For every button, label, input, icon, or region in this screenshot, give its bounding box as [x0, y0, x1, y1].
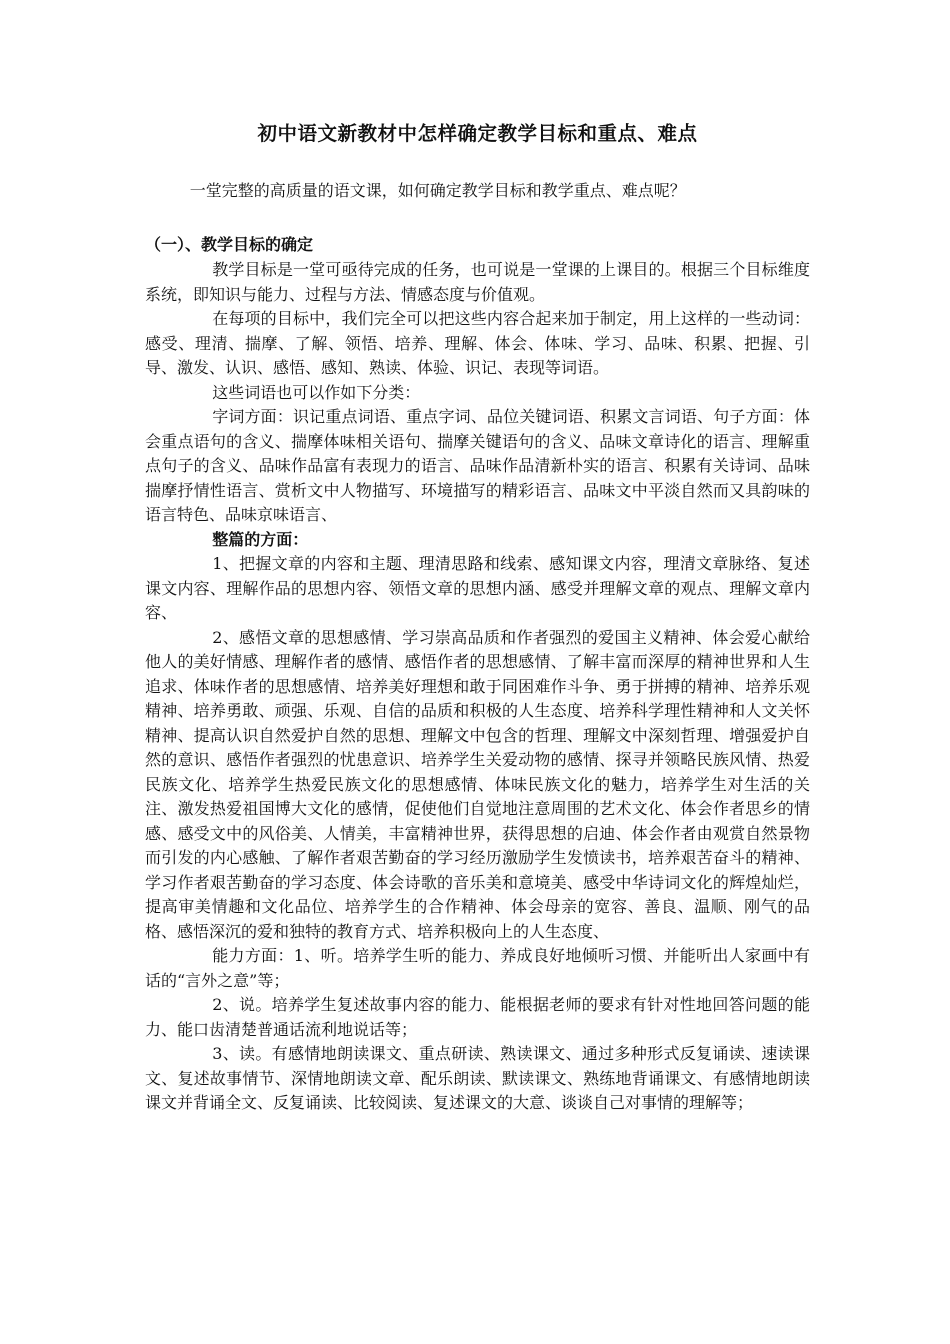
paragraph-goals: 教学目标是一堂可亟待完成的任务，也可说是一堂课的上课目的。根据三个目标维度系统，即知识与能力、过程与方法、情感态度与价值观。 [145, 260, 810, 304]
paragraph-ability-read: 3、读。有感情地朗读课文、重点研读、熟读课文、通过多种形式反复诵读、速读课文、复述故事情节、深情地朗读文章、配乐朗读、默读课文、熟练地背诵课文、有感情地朗读课文并背诵全文、反复诵读、比较阅读、复述课文的大意、谈谈自己对事情的理解等； [145, 1044, 810, 1112]
section-heading: （一）、教学目标的确定 [145, 235, 314, 254]
document-title: 初中语文新教材中怎样确定教学目标和重点、难点 [257, 122, 698, 145]
paragraph-ability-speak: 2、说。培养学生复述故事内容的能力、能根据老师的要求有针对性地回答问题的能力、能口齿清楚普通话流利地说话等； [145, 995, 810, 1039]
paragraph-words-sentences: 字词方面：识记重点词语、重点字词、品位关键词语、积累文言词语、句子方面：体会重点语句的含义、揣摩体味相关语句、揣摩关键语句的含义、品味文章诗化的语言、理解重点句子的含义、品味作品富有表现力的语言、品味作品清新朴实的语言、积累有关诗词、品味揣摩抒情性语言、赏析文中人物描写、环境描写的精彩语言、品味文中平淡自然而又具韵味的语言特色、品味京味语言、 [145, 407, 810, 524]
paragraph-verbs: 在每项的目标中，我们完全可以把这些内容合起来加于制定，用上这样的一些动词：感受、理清、揣摩、了解、领悟、培养、理解、体会、体味、学习、品味、积累、把握、引导、激发、认识、感悟、感知、熟读、体验、识记、表现等词语。 [145, 309, 810, 377]
paragraph-ability-listen: 能力方面：1、听。培养学生听的能力、养成良好地倾听习惯、并能听出人家画中有话的“言外之意”等； [145, 946, 810, 990]
document-page [145, 118, 810, 1116]
paragraph-item-2: 2、感悟文章的思想感情、学习崇高品质和作者强烈的爱国主义精神、体会爱心献给他人的美好情感、理解作者的感情、感悟作者的思想感情、了解丰富而深厚的精神世界和人生追求、体味作者的思想感情、培养美好理想和敢于同困难作斗争、勇于拼搏的精神、培养乐观精神、培养勇敢、顽强、乐观、自信的品质和积极的人生态度、培养科学理性精神和人文关怀精神、提高认识自然爱护自然的思想、理解文中包含的哲理、理解文中深刻哲理、增强爱护自然的意识、感悟作者强烈的忧患意识、培养学生关爱动物的感情、探寻并领略民族风情、热爱民族文化、培养学生热爱民族文化的思想感情、体味民族文化的魅力，培养学生对生活的关注、激发热爱祖国博大文化的感情，促使他们自觉地注意周围的艺术文化、体会作者思乡的情感、感受文中的风俗美、人情美，丰富精神世界，获得思想的启迪、体会作者由观赏自然景物而引发的内心感触、了解作者艰苦勤奋的学习经历激励学生发愤读书，培养艰苦奋斗的精神、学习作者艰苦勤奋的学习态度、体会诗歌的音乐美和意境美、感受中华诗词文化的辉煌灿烂，提高审美情趣和文化品位、培养学生的合作精神、体会母亲的宽容、善良、温顺、刚气的品格、感悟深沉的爱和独特的教育方式、培养积极向上的人生态度、 [145, 627, 810, 941]
subheading-whole-text: 整篇的方面： [212, 529, 309, 549]
paragraph-categories: 这些词语也可以作如下分类： [212, 382, 421, 402]
paragraph-item-1: 1、把握文章的内容和主题、理清思路和线索、感知课文内容，理清文章脉络、复述课文内容、理解作品的思想内容、领悟文章的思想内涵、感受并理解文章的观点、理解文章内容、 [145, 554, 810, 622]
intro-paragraph: 一堂完整的高质量的语文课，如何确定教学目标和教学重点、难点呢？ [189, 181, 686, 200]
